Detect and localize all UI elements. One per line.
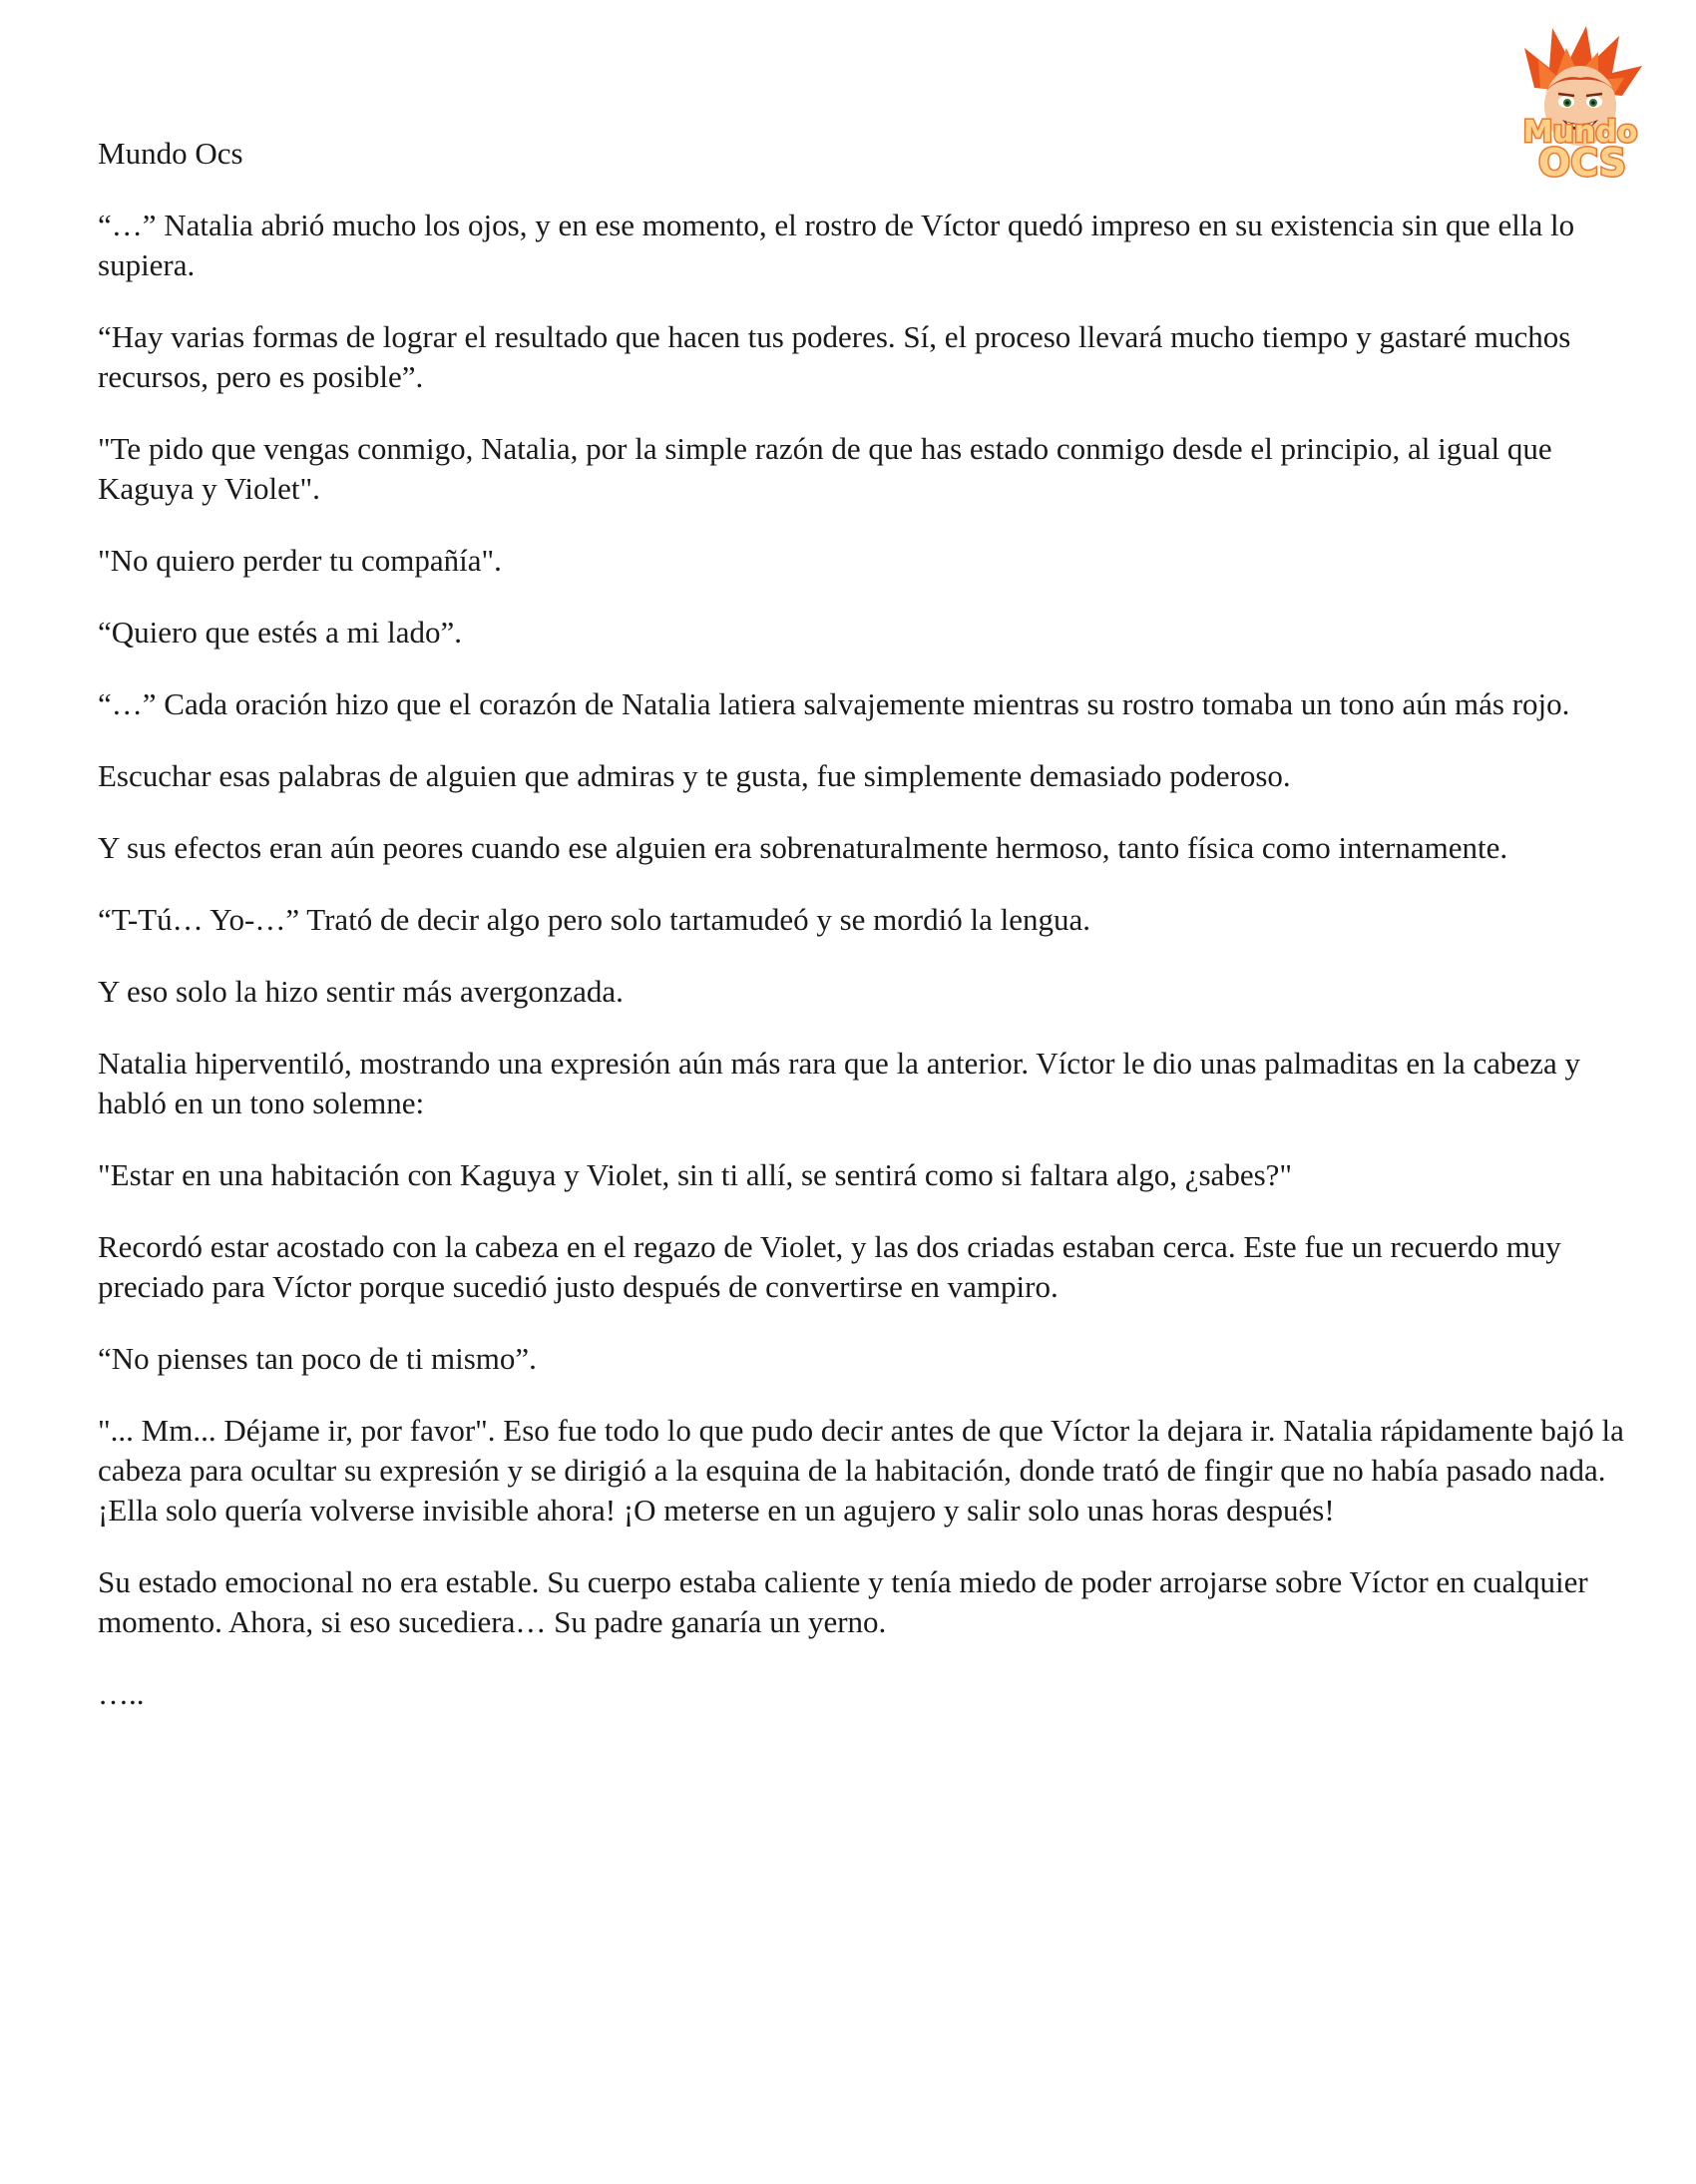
paragraph: Y sus efectos eran aún peores cuando ese alguien era sobrenaturalmente hermoso, tanto física como internamente. [98, 830, 1508, 865]
document-body [98, 206, 1634, 1746]
paragraph: Su estado emocional no era estable. Su cuerpo estaba caliente y tenía miedo de poder arrojarse sobre Víctor en cualquier momento. Ahora, si eso sucediera… Su padre ganaría un yerno. [98, 1564, 1588, 1639]
paragraph: “Quiero que estés a mi lado”. [98, 615, 462, 650]
logo-text-line2: OCS [1537, 141, 1627, 185]
paragraph: "... Mm... Déjame ir, por favor". Eso fue todo lo que pudo decir antes de que Víctor la dejara ir. Natalia rápidamente bajó la cabeza para ocultar su expresión y se dirigió a la esquina de la habitación, donde trató de fingir que no había pasado nada. ¡Ella solo quería volverse invisible ahora! ¡O meterse en un agujero y salir solo unas horas después! [98, 1413, 1624, 1528]
paragraph: “T-Tú… Yo-…” Trató de decir algo pero solo tartamudeó y se mordió la lengua. [98, 902, 1090, 937]
paragraph: "Estar en una habitación con Kaguya y Violet, sin ti allí, se sentirá como si faltara algo, ¿sabes?" [98, 1157, 1293, 1192]
paragraph: “Hay varias formas de lograr el resultado que hacen tus poderes. Sí, el proceso llevará mucho tiempo y gastaré muchos recursos, pero es posible”. [98, 319, 1571, 394]
paragraph: Recordó estar acostado con la cabeza en el regazo de Violet, y las dos criadas estaban cerca. Este fue un recuerdo muy preciado para Víctor porque sucedió justo después de convertirse en vampiro. [98, 1229, 1561, 1304]
paragraph: “No pienses tan poco de ti mismo”. [98, 1341, 537, 1376]
mundo-ocs-logo-icon [1494, 18, 1666, 190]
paragraph: Escuchar esas palabras de alguien que admiras y te gusta, fue simplemente demasiado poderoso. [98, 758, 1291, 793]
paragraph-ellipsis: ….. [98, 1676, 145, 1711]
paragraph: “…” Cada oración hizo que el corazón de Natalia latiera salvajemente mientras su rostro tomaba un tono aún más rojo. [98, 686, 1570, 721]
paragraph: “…” Natalia abrió mucho los ojos, y en ese momento, el rostro de Víctor quedó impreso en su existencia sin que ella lo supiera. [98, 208, 1575, 282]
document-header: Mundo Ocs [98, 136, 243, 171]
paragraph: Natalia hiperventiló, mostrando una expresión aún más rara que la anterior. Víctor le dio unas palmaditas en la cabeza y habló en un tono solemne: [98, 1046, 1581, 1120]
logo-lettering [1523, 115, 1638, 185]
logo-text-line1: Mundo [1522, 115, 1638, 150]
paragraph: "Te pido que vengas conmigo, Natalia, por la simple razón de que has estado conmigo desde el principio, al igual que Kaguya y Violet". [98, 431, 1552, 506]
paragraph: "No quiero perder tu compañía". [98, 543, 502, 578]
paragraph: Y eso solo la hizo sentir más avergonzada. [98, 974, 624, 1009]
